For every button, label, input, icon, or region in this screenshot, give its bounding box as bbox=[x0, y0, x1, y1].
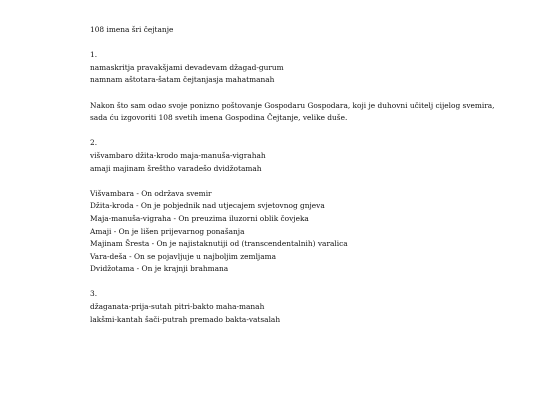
meaning-item: Majinam Šresta - On je najistaknutiji od (transcendentalnih) varalica bbox=[90, 239, 348, 249]
verse-number: 3. bbox=[90, 289, 98, 299]
meaning-item: Višvambara - On održava svemir bbox=[90, 188, 212, 198]
verse-line: višvambaro džita-krodo maja-manuša-vigrahah bbox=[90, 150, 266, 160]
meaning-item: Amaji - On je lišen prijevarnog ponašanja bbox=[90, 226, 245, 236]
verse-number: 2. bbox=[90, 138, 98, 148]
verse-line: namnam aštotara-šatam čejtanjasja mahatmanah bbox=[90, 75, 275, 85]
verse-line: lakšmi-kantah šači-putrah premado bakta-vatsalah bbox=[90, 314, 281, 324]
document-body bbox=[90, 24, 495, 326]
document-title: 108 imena šri čejtanje bbox=[90, 25, 174, 34]
verse-number: 1. bbox=[90, 50, 98, 60]
spacer bbox=[90, 37, 495, 50]
meaning-item: Vara-deša - On se pojavljuje u najboljim zemljama bbox=[90, 251, 277, 261]
verse-line: amaji majinam šreštho varadešo dvidžotamah bbox=[90, 163, 262, 173]
verse-line: namaskritja pravakšjami devadevam džagad-gurum bbox=[90, 62, 284, 72]
spacer bbox=[90, 87, 495, 100]
verse-line: džaganata-prija-sutah pitri-bakto maha-manah bbox=[90, 302, 265, 312]
spacer bbox=[90, 276, 495, 289]
spacer bbox=[90, 175, 495, 188]
meaning-item: Maja-manuša-vigraha - On preuzima iluzorni oblik čovjeka bbox=[90, 213, 309, 223]
meaning-item: Džita-kroda - On je pobjednik nad utjecajem svjetovnog gnjeva bbox=[90, 201, 325, 211]
meaning-item: Dvidžotama - On je krajnji brahmana bbox=[90, 264, 229, 274]
intro-paragraph: Nakon što sam odao svoje ponizno poštovanje Gospodaru Gospodara, koji je duhovni učitelj cijelog svemira, sada ću izgovoriti 108 svetih imena Gospodina Čejtanje, velike duše. bbox=[90, 100, 495, 123]
